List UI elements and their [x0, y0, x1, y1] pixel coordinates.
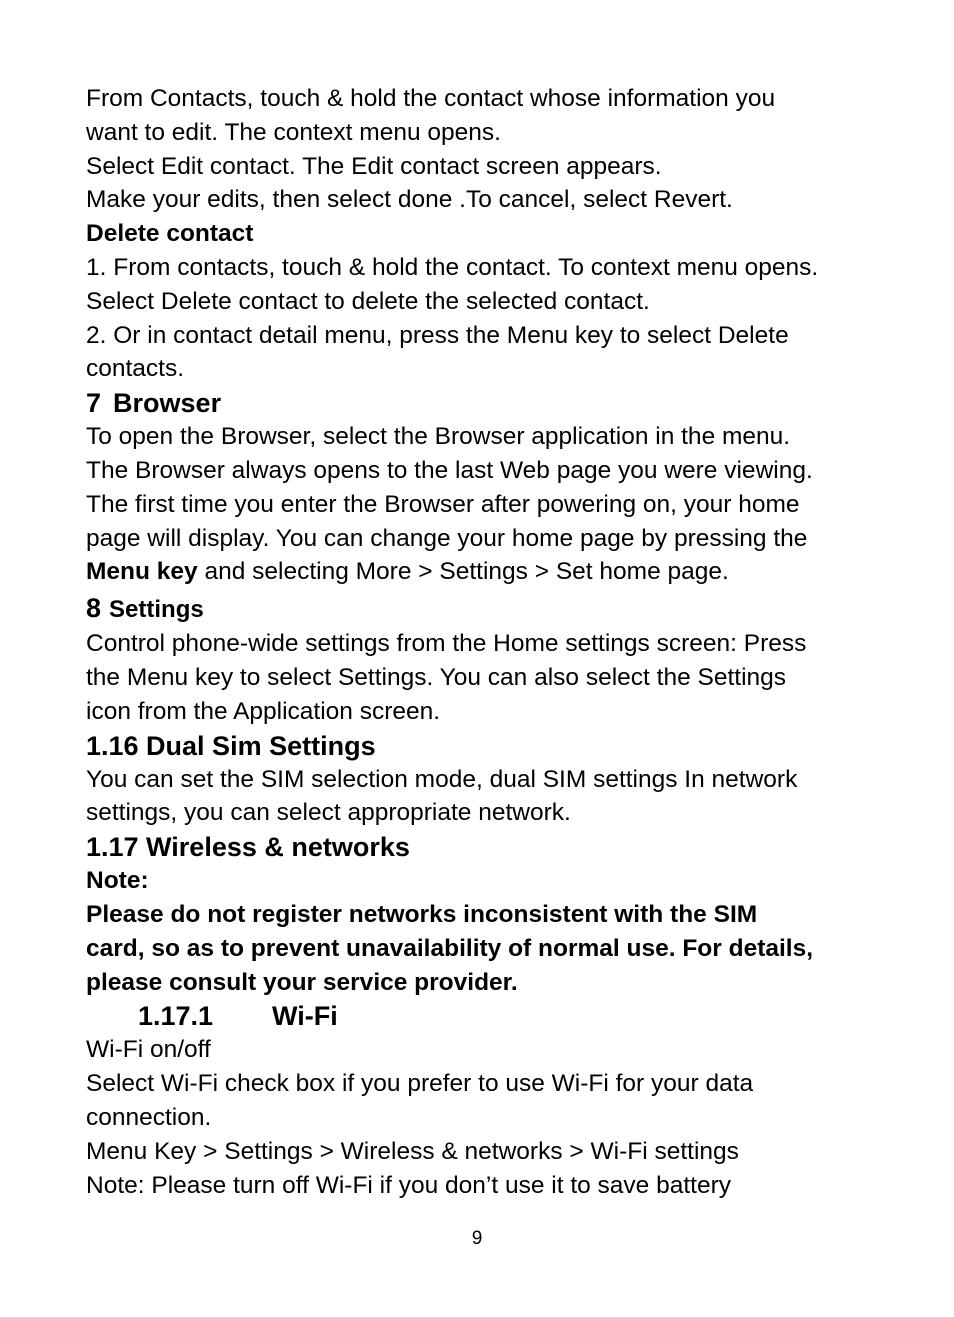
- paragraph-delete-1: 1. From contacts, touch & hold the contact. To context menu opens.: [86, 253, 819, 281]
- paragraph-note-3: please consult your service provider.: [86, 968, 518, 996]
- page-number: 9: [471, 1228, 483, 1249]
- browser-heading: [86, 386, 886, 420]
- paragraph-edit-3: Select Edit contact. The Edit contact screen appears.: [86, 152, 662, 180]
- menu-key-bold: Menu key: [86, 558, 198, 586]
- paragraph-wifi-5: Note: Please turn off Wi-Fi if you don’t use it to save battery: [86, 1171, 732, 1199]
- paragraph-delete-3: 2. Or in contact detail menu, press the Menu key to select Delete: [86, 321, 789, 349]
- settings-heading-number: 8: [86, 593, 102, 624]
- dual-sim-heading: 1.16 Dual Sim Settings: [86, 730, 376, 761]
- paragraph-dualsim-1: You can set the SIM selection mode, dual SIM settings In network: [86, 765, 798, 793]
- wifi-heading: [86, 999, 886, 1033]
- settings-heading: [86, 589, 886, 627]
- paragraph-wifi-3: connection.: [86, 1103, 212, 1131]
- paragraph-note-1: Please do not register networks inconsistent with the SIM: [86, 900, 758, 928]
- paragraph-settings-2: the Menu key to select Settings. You can also select the Settings: [86, 663, 787, 691]
- paragraph-edit-4: Make your edits, then select done .To cancel, select Revert.: [86, 186, 733, 214]
- paragraph-dualsim-2: settings, you can select appropriate network.: [86, 799, 571, 827]
- wifi-heading-title: Wi-Fi: [272, 1001, 338, 1032]
- paragraph-browser-4: page will display. You can change your home page by pressing the: [86, 524, 808, 552]
- note-label: Note:: [86, 867, 149, 895]
- paragraph-delete-2: Select Delete contact to delete the selected contact.: [86, 287, 650, 315]
- paragraph-browser-1: To open the Browser, select the Browser application in the menu.: [86, 423, 791, 451]
- paragraph-browser-2: The Browser always opens to the last Web page you were viewing.: [86, 456, 813, 484]
- paragraph-browser-5-rest: and selecting More > Settings > Set home page.: [197, 558, 729, 586]
- browser-heading-number: 7: [86, 388, 102, 419]
- paragraph-wifi-4: Menu Key > Settings > Wireless & networks > Wi-Fi settings: [86, 1137, 739, 1165]
- document-page: [86, 82, 886, 1202]
- paragraph-settings-1: Control phone-wide settings from the Home settings screen: Press: [86, 630, 807, 658]
- paragraph-browser-3: The first time you enter the Browser after powering on, your home: [86, 490, 800, 518]
- paragraph-browser-5: [86, 555, 886, 589]
- wifi-heading-number: 1.17.1: [138, 1001, 214, 1032]
- paragraph-delete-4: contacts.: [86, 355, 185, 383]
- paragraph-note-2: card, so as to prevent unavailability of normal use. For details,: [86, 934, 814, 962]
- wireless-heading: 1.17 Wireless & networks: [86, 832, 410, 863]
- browser-heading-title: Browser: [113, 388, 222, 419]
- paragraph-edit-2: want to edit. The context menu opens.: [86, 118, 501, 146]
- paragraph-wifi-1: Wi-Fi on/off: [86, 1036, 211, 1064]
- paragraph-edit-1: From Contacts, touch & hold the contact whose information you: [86, 85, 776, 112]
- delete-contact-heading: Delete contact: [86, 220, 254, 248]
- paragraph-settings-3: icon from the Application screen.: [86, 697, 441, 725]
- settings-heading-title: Settings: [109, 596, 204, 624]
- paragraph-wifi-2: Select Wi-Fi check box if you prefer to use Wi-Fi for your data: [86, 1070, 754, 1098]
